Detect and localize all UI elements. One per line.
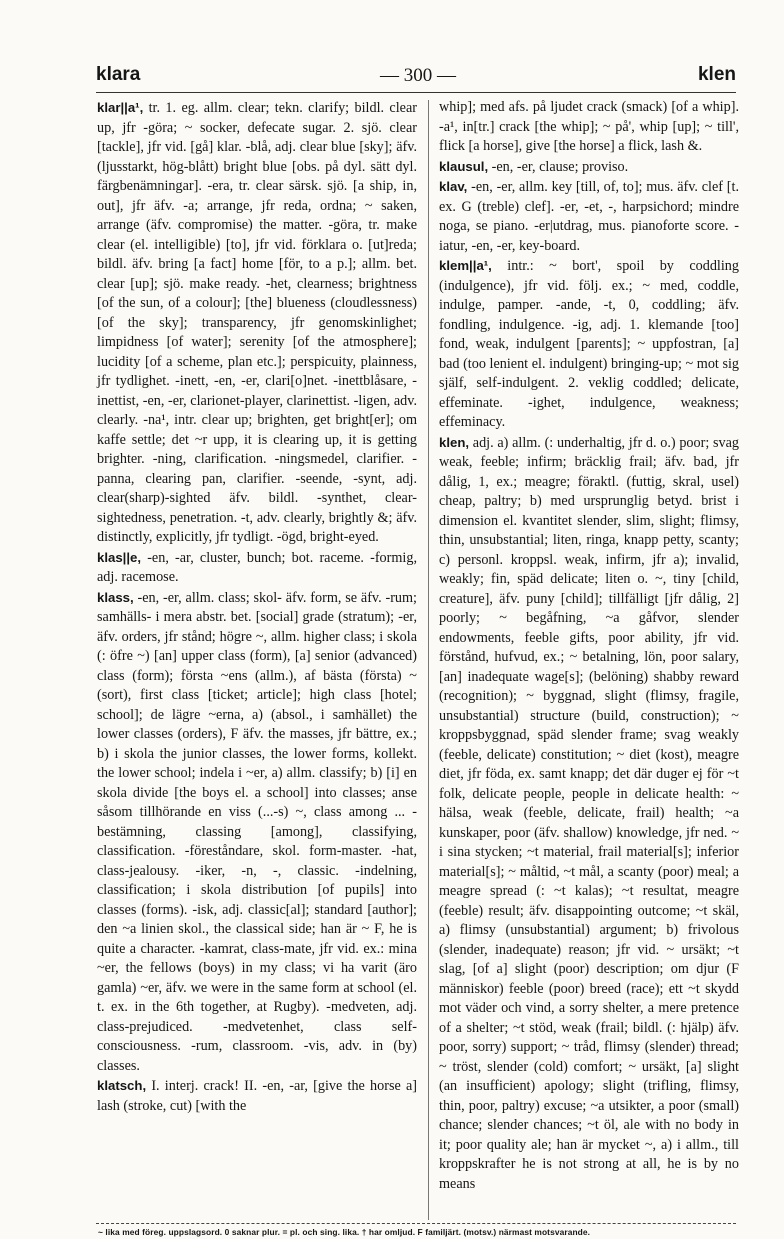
page-number: — 300 — xyxy=(380,65,456,86)
entry-body: I. interj. crack! II. -en, -ar, [give the horse a] lash (stroke, cut) [with the xyxy=(97,1078,417,1114)
entry-body: intr.: ~ bort', spoil by coddling (indulgence), jfr vid. följ. ex.; ~ med, coddle, indulge, pamper. -ande, -t, 0, coddling; äfv. fondling, indulgence. -ig, adj. 1. klemande [too] fond, weak, indulgent [parents]; ~ uppfostran, [a] bad (too lenient el. indulgent) bringing-up; ~ mot sig själf, self-indulgent. 2. veklig coddled; delicate, effeminate. -ighet, indulgence, weakness; effeminacy. xyxy=(439,258,739,430)
column-divider xyxy=(428,100,429,1220)
guide-word-right: klen xyxy=(697,64,736,85)
left-column xyxy=(97,98,417,1116)
entry-body: -en, -er, clause; proviso. xyxy=(488,158,629,175)
entry-headword: klar||a¹, xyxy=(97,100,144,115)
entry-headword: klass, xyxy=(97,589,134,605)
entry-body: -en, -er, allm. class; skol- äfv. form, se äfv. -rum; samhälls- i mera abstr. bet. [social] grade (stratum); -er, äfv. orders, jfr stånd; högre ~, allm. higher class; i skola (: öfre ~) [an] upper class (form), [a] senior (advanced) class (form); första ~ens (allm.), af bästa (första) ~ (sort), first class [ticket; article]; high class [hotel; school]; de lägre ~erna, a) (absol., i samhället) the lower classes (orders), F äfv. the masses, jfr bättre, ex.; b) i skola the junior classes, the lower forms, kollekt. the lower school; indela i ~er, a) allm. classify; b) [i] en skola divide [the boys el. a school] into classes; anse såsom tillhörande en viss (...-s) ~, class among ... -bestämning, classing [among], classifying, classification. -föreståndare, skol. form-master. -hat, class-jealousy. -iker, -n, -, classic. -indelning, classification; i skola distribution [of pupils] into classes (forms). -isk, adj. classic[al]; standard [author]; den ~a linien skol., the classical side; han är ~ F, he is quite a character. -kamrat, class-mate, jfr vid. ex.: mina ~er, the fellows (boys) in my class; vi ha varit (äro gamla) ~er, äfv. we were in the same form at school (el. t. ex. in the 6th together, at Rugby). -medveten, adj. class-prejudiced. -medvetenhet, class self-consciousness. -rum, classroom. -vis, adv. in (by) classes. xyxy=(97,589,417,1074)
entry-klass xyxy=(97,588,417,1077)
right-column xyxy=(439,98,739,1194)
entry-body: tr. 1. eg. allm. clear; tekn. clarify; bildl. clear up, jfr -göra; ~ socker, defecate sugar. 2. sjö. clear [tackle], jfr vid. [gå] klar. -blå, adj. clear blue [sky]; äfv. (ljusstarkt, hög-blått) bright blue [obs. på dyl. sätt dyl. färgbenämningar]. -era, tr. clear särsk. sjö. [a ship, in, out], jfr äfv. -a; arrange, jfr reda, ordna; ~ saken, arrange (äfv. compromise) the matter. -göra, tr. make clear (el. intelligible) [to], jfr vid. förklara o. [ut]reda; bildl. äfv. bring [a fact] home [för, to a p.]; allm. bet. clear [up]; sjö. make ready. -het, clearness; brightness [of the sun, of a colour]; [the] blueness (cloudlessness) [of the sky]; transparency, jfr genomskinlighet; limpidness [of water]; serenity [of the atmosphere]; lucidity [of a scheme, plan etc.]; perspicuity, plainness, jfr tydlighet. -inett, -en, -er, clari[o]net. -inettblåsare, -inettist, -en, -er, clarionet-player, clarinettist. -ligen, adv. clearly. -na¹, intr. clear up; brighten, get bright[er]; om kaffe settle; det ~r upp, it is clearing up, it is getting brighter. -ning, clarification. -ningsmedel, clarifier. -panna, clearing pan, clarifier. -seende, -synt, adj. clear(sharp)-sighted äfv. bildl. -synthet, clear-sightedness, penetration. -t, adv. clearly, brightly &; äfv. distinctly, explicitly, jfr tydligt. -ögd, bright-eyed. xyxy=(97,100,417,545)
entry-klav xyxy=(439,177,739,256)
entry-klara xyxy=(97,98,417,548)
entry-klatsch xyxy=(97,1076,417,1116)
entry-headword: klatsch, xyxy=(97,1078,147,1093)
entry-klase xyxy=(97,548,417,588)
entry-headword: klausul, xyxy=(439,158,489,174)
footer-rule xyxy=(96,1223,736,1224)
entry-body: -en, -er, allm. key [till, of, to]; mus. äfv. clef [t. ex. G (treble) clef]. -er, -et, -, harpsichord; mindre noga, se piano. -er|utdrag, mus. pianoforte score. -iatur, -en, -er, key-board. xyxy=(439,179,739,254)
entry-body: -en, -ar, cluster, bunch; bot. raceme. -formig, adj. racemose. xyxy=(97,549,417,585)
entry-headword: klas||e, xyxy=(97,549,142,565)
running-head xyxy=(96,64,736,92)
entry-headword: klen, xyxy=(439,434,470,450)
entry-klen xyxy=(439,433,739,1195)
entry-body: whip]; med afs. på ljudet crack (smack) [of a whip]. -a¹, in[tr.] crack [the whip]; ~ på', whip [up]; ~ till', flick [a horse], give [the horse] a flick, lash &. xyxy=(439,99,739,154)
entry-headword: klav, xyxy=(439,179,468,194)
abbreviation-key: ~ lika med föreg. uppslagsord. 0 saknar plur. = pl. och sing. lika. † har omljud. F familjärt. (motsv.) närmast motsvarande. xyxy=(98,1227,591,1237)
entry-klema xyxy=(439,256,739,433)
entry-klatsch-continued xyxy=(439,98,739,157)
entry-headword: klem||a¹, xyxy=(439,258,492,273)
entry-klausul xyxy=(439,157,739,178)
guide-word-left: klara xyxy=(96,64,141,85)
header-rule xyxy=(96,92,736,93)
entry-body: adj. a) allm. (: underhaltig, jfr d. o.) poor; svag weak, feeble; infirm; bräcklig frail; äfv. bad, jfr dålig, 1, ex.; meagre; föraktl. (futtig, skral, usel) cheap, paltry; b) med ursprunglig betyd. brist i dimension el. kvantitet slender, slim, slight; flimsy, thin, unsubstantial; liten, ringa, knapp petty, scanty; c) personl. kroppsl. weak, infirm, jfr a); invalid, weakly; fin, späd delicate; liten o. ~, tiny [child, creature], äfv. puny [child]; tillfälligt [jfr dålig, 2] poorly; ~ begåfning, ~a gåfvor, slender endowments, feeble gifts, poor ability, jfr vid. förstånd, hufvud, ex.; ~ betalning, lön, poor salary, [an] inadequate wage[s]; (belöning) shabby reward (recognition); ~ byggnad, slight (flimsy, fragile, unsubstantial) structure (build, construction); ~ kroppsbyggnad, späd slender frame; svag weakly (feeble, delicate) constitution; ~ diet (kost), meagre diet, jfr föda, ex. samt knapp; det där duger ej för ~t folk, delicate people, people in delicate health: ~ hälsa, weak (feeble, delicate, frail) health; ~a kunskaper, poor (äfv. shallow) knowledge, jfr ned. ~ i sina stycken; ~t material, frail material[s]; inferior material[s]; ~ måltid, ~t mål, a scanty (poor) meal; a meagre spread (: ~t kalas); ~t resultat, meagre (feeble) result; äfv. disappointing outcome; ~t skäl, a) flimsy (unsubstantial) argument; b) frivolous (slender, inadequate) reason; jfr vid. ~ ursäkt; ~t slag, [of a] slight (poor) description; om djur (F människor) feeble (poor) breed (race); ett ~t skydd mot väder och vind, a sorry shelter, a mere pretence of a shelter; ~t stöd, weak (frail; bildl. (: hjälp) äfv. poor, sorry) support; ~ tråd, flimsy (slender) thread; ~ tröst, slender (cold) comfort; ~ ursäkt, [a] slight (an insufficient) apology; slight (trifling, flimsy, thin, poor, paltry) excuse; ~a utsikter, a poor (small) chance; slender chances; ~t öl, ale with no body in it; poor quality ale; han är mycket ~, a) i allm., till kroppskrafter he is not strong at all, he is by no means xyxy=(439,434,739,1192)
